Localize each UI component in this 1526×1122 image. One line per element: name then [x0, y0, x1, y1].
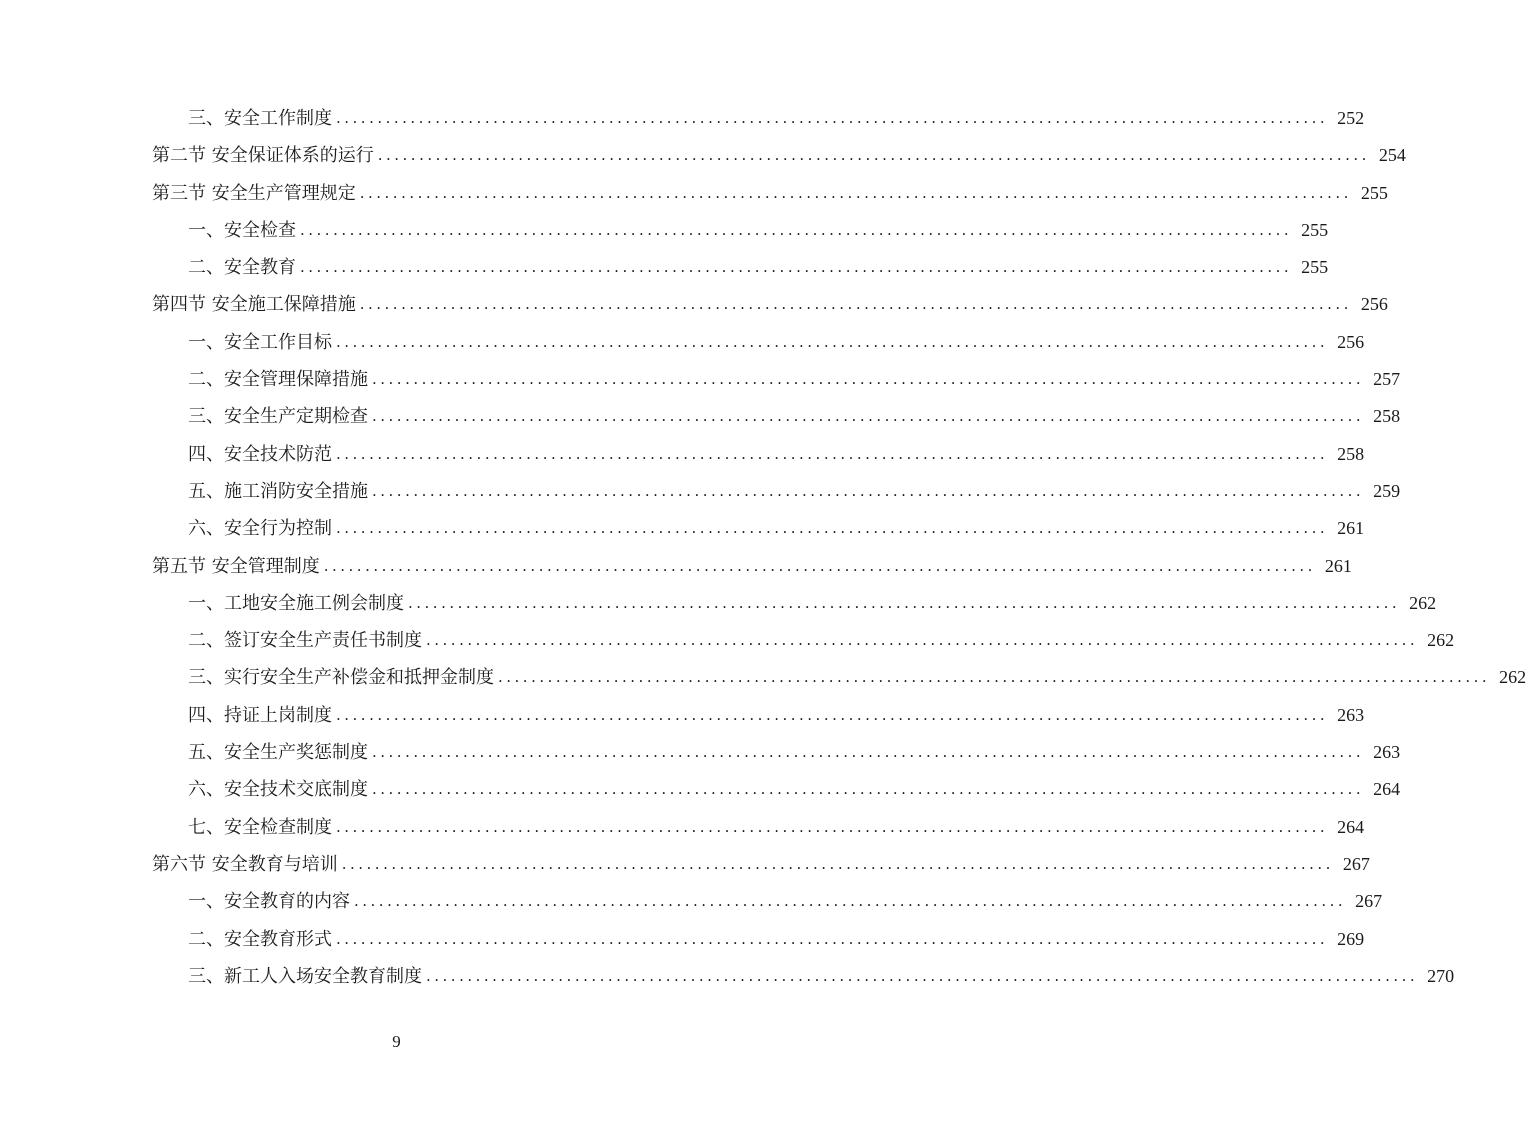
toc-section-entry[interactable]	[152, 548, 1352, 585]
toc-subsection-entry[interactable]	[152, 809, 1365, 846]
toc-dot-leader: ........................................................................................................................	[359, 183, 1352, 202]
toc-subsection-entry[interactable]	[152, 958, 1455, 995]
toc-section-entry[interactable]	[152, 846, 1370, 883]
toc-entry-title: 一、工地安全施工例会制度	[188, 592, 404, 614]
toc-subsection-entry[interactable]	[152, 436, 1365, 473]
toc-dot-leader: ........................................................................................................................	[426, 631, 1419, 650]
toc-subsection-entry[interactable]	[152, 510, 1365, 547]
toc-subsection-entry[interactable]	[152, 361, 1401, 398]
toc-dot-leader: ........................................................................................................................	[300, 258, 1293, 277]
toc-subsection-entry[interactable]	[152, 324, 1365, 361]
toc-subsection-entry[interactable]	[152, 585, 1437, 622]
toc-entry-title: 五、施工消防安全措施	[188, 480, 368, 502]
toc-entry-title: 五、安全生产奖惩制度	[188, 742, 368, 764]
toc-dot-leader: ........................................................................................................................	[426, 966, 1419, 985]
toc-entry-page: 256	[1337, 331, 1365, 352]
toc-dot-leader: ........................................................................................................................	[372, 743, 1365, 762]
toc-entry-page: 267	[1355, 891, 1383, 912]
toc-dot-leader: ........................................................................................................................	[300, 220, 1293, 239]
toc-dot-leader: ........................................................................................................................	[336, 519, 1329, 538]
toc-entry-page: 254	[1378, 145, 1406, 166]
toc-dot-leader: ........................................................................................................................	[408, 593, 1401, 612]
toc-subsection-entry[interactable]	[152, 100, 1365, 137]
toc-entry-page: 255	[1360, 182, 1388, 203]
toc-entry-title: 四、安全技术防范	[188, 443, 332, 465]
toc-subsection-entry[interactable]	[152, 249, 1329, 286]
toc-dot-leader: ........................................................................................................................	[336, 109, 1329, 127]
toc-entry-page: 255	[1301, 219, 1329, 240]
toc-entry-title: 三、实行安全生产补偿金和抵押金制度	[188, 667, 494, 689]
toc-entry-title: 二、安全教育形式	[188, 928, 332, 950]
toc-entry-title: 七、安全检查制度	[188, 816, 332, 838]
toc-entry-page: 267	[1342, 853, 1370, 874]
toc-entry-page: 257	[1373, 369, 1401, 390]
toc-subsection-entry[interactable]	[152, 398, 1401, 435]
toc-entry-page: 259	[1373, 480, 1401, 501]
toc-entry-page: 261	[1324, 555, 1352, 576]
toc-section-entry[interactable]	[152, 286, 1388, 323]
toc-entry-page: 264	[1373, 779, 1401, 800]
toc-dot-leader: ........................................................................................................................	[377, 146, 1370, 165]
toc-subsection-entry[interactable]	[152, 473, 1401, 510]
toc-dot-leader: ........................................................................................................................	[498, 668, 1491, 687]
toc-entry-page: 264	[1337, 816, 1365, 837]
toc-entry-title: 一、安全检查	[188, 219, 296, 241]
toc-entry-page: 261	[1337, 518, 1365, 539]
toc-dot-leader: ........................................................................................................................	[372, 407, 1365, 426]
toc-subsection-entry[interactable]	[152, 734, 1401, 771]
toc-subsection-entry[interactable]	[152, 212, 1329, 249]
toc-entry-title: 四、持证上岗制度	[188, 704, 332, 726]
toc-entry-title: 二、安全教育	[188, 257, 296, 279]
toc-entry-title: 三、安全生产定期检查	[188, 406, 368, 428]
toc-dot-leader: ........................................................................................................................	[359, 295, 1352, 314]
toc-entry-page: 262	[1427, 630, 1455, 651]
toc-subsection-entry[interactable]	[152, 771, 1401, 808]
toc-dot-leader: ........................................................................................................................	[372, 370, 1365, 389]
toc-dot-leader: ........................................................................................................................	[336, 332, 1329, 351]
toc-entry-title: 一、安全工作目标	[188, 331, 332, 353]
toc-entry-title: 第五节 安全管理制度	[152, 555, 320, 577]
toc-entry-page: 256	[1360, 294, 1388, 315]
toc-entry-title: 第四节 安全施工保障措施	[152, 294, 356, 316]
toc-entry-page: 263	[1337, 704, 1365, 725]
toc-entry-title: 三、新工人入场安全教育制度	[188, 965, 422, 987]
toc-dot-leader: ........................................................................................................................	[336, 817, 1329, 836]
toc-section-entry[interactable]	[152, 175, 1388, 212]
toc-dot-leader: ........................................................................................................................	[336, 444, 1329, 463]
toc-dot-leader: ........................................................................................................................	[354, 892, 1347, 911]
toc-entry-page: 270	[1427, 965, 1455, 986]
toc-entry-page: 258	[1337, 443, 1365, 464]
toc-dot-leader: ........................................................................................................................	[372, 481, 1365, 500]
toc-entry-title: 第六节 安全教育与培训	[152, 853, 338, 875]
table-of-contents	[152, 100, 1526, 995]
toc-entry-page: 263	[1373, 742, 1401, 763]
toc-section-entry[interactable]	[152, 137, 1406, 174]
toc-entry-page: 258	[1373, 406, 1401, 427]
toc-entry-title: 一、安全教育的内容	[188, 891, 350, 913]
toc-subsection-entry[interactable]	[152, 659, 1526, 696]
toc-dot-leader: ........................................................................................................................	[372, 780, 1365, 799]
toc-entry-title: 六、安全技术交底制度	[188, 779, 368, 801]
toc-dot-leader: ........................................................................................................................	[323, 556, 1316, 575]
toc-entry-page: 252	[1337, 108, 1365, 128]
toc-entry-title: 二、安全管理保障措施	[188, 369, 368, 391]
toc-entry-page: 269	[1337, 928, 1365, 949]
toc-entry-title: 二、签订安全生产责任书制度	[188, 630, 422, 652]
toc-subsection-entry[interactable]	[152, 883, 1383, 920]
toc-subsection-entry[interactable]	[152, 921, 1365, 958]
toc-entry-title: 第二节 安全保证体系的运行	[152, 145, 374, 167]
toc-entry-title: 三、安全工作制度	[188, 108, 332, 129]
toc-entry-page: 262	[1499, 667, 1526, 688]
toc-subsection-entry[interactable]	[152, 622, 1455, 659]
toc-entry-page: 262	[1409, 592, 1437, 613]
toc-entry-page: 255	[1301, 257, 1329, 278]
toc-subsection-entry[interactable]	[152, 697, 1365, 734]
toc-dot-leader: ........................................................................................................................	[336, 705, 1329, 724]
page-number: 9	[392, 1032, 401, 1051]
toc-entry-title: 六、安全行为控制	[188, 518, 332, 540]
toc-entry-title: 第三节 安全生产管理规定	[152, 182, 356, 204]
toc-dot-leader: ........................................................................................................................	[336, 929, 1329, 948]
toc-dot-leader: ........................................................................................................................	[341, 854, 1334, 873]
